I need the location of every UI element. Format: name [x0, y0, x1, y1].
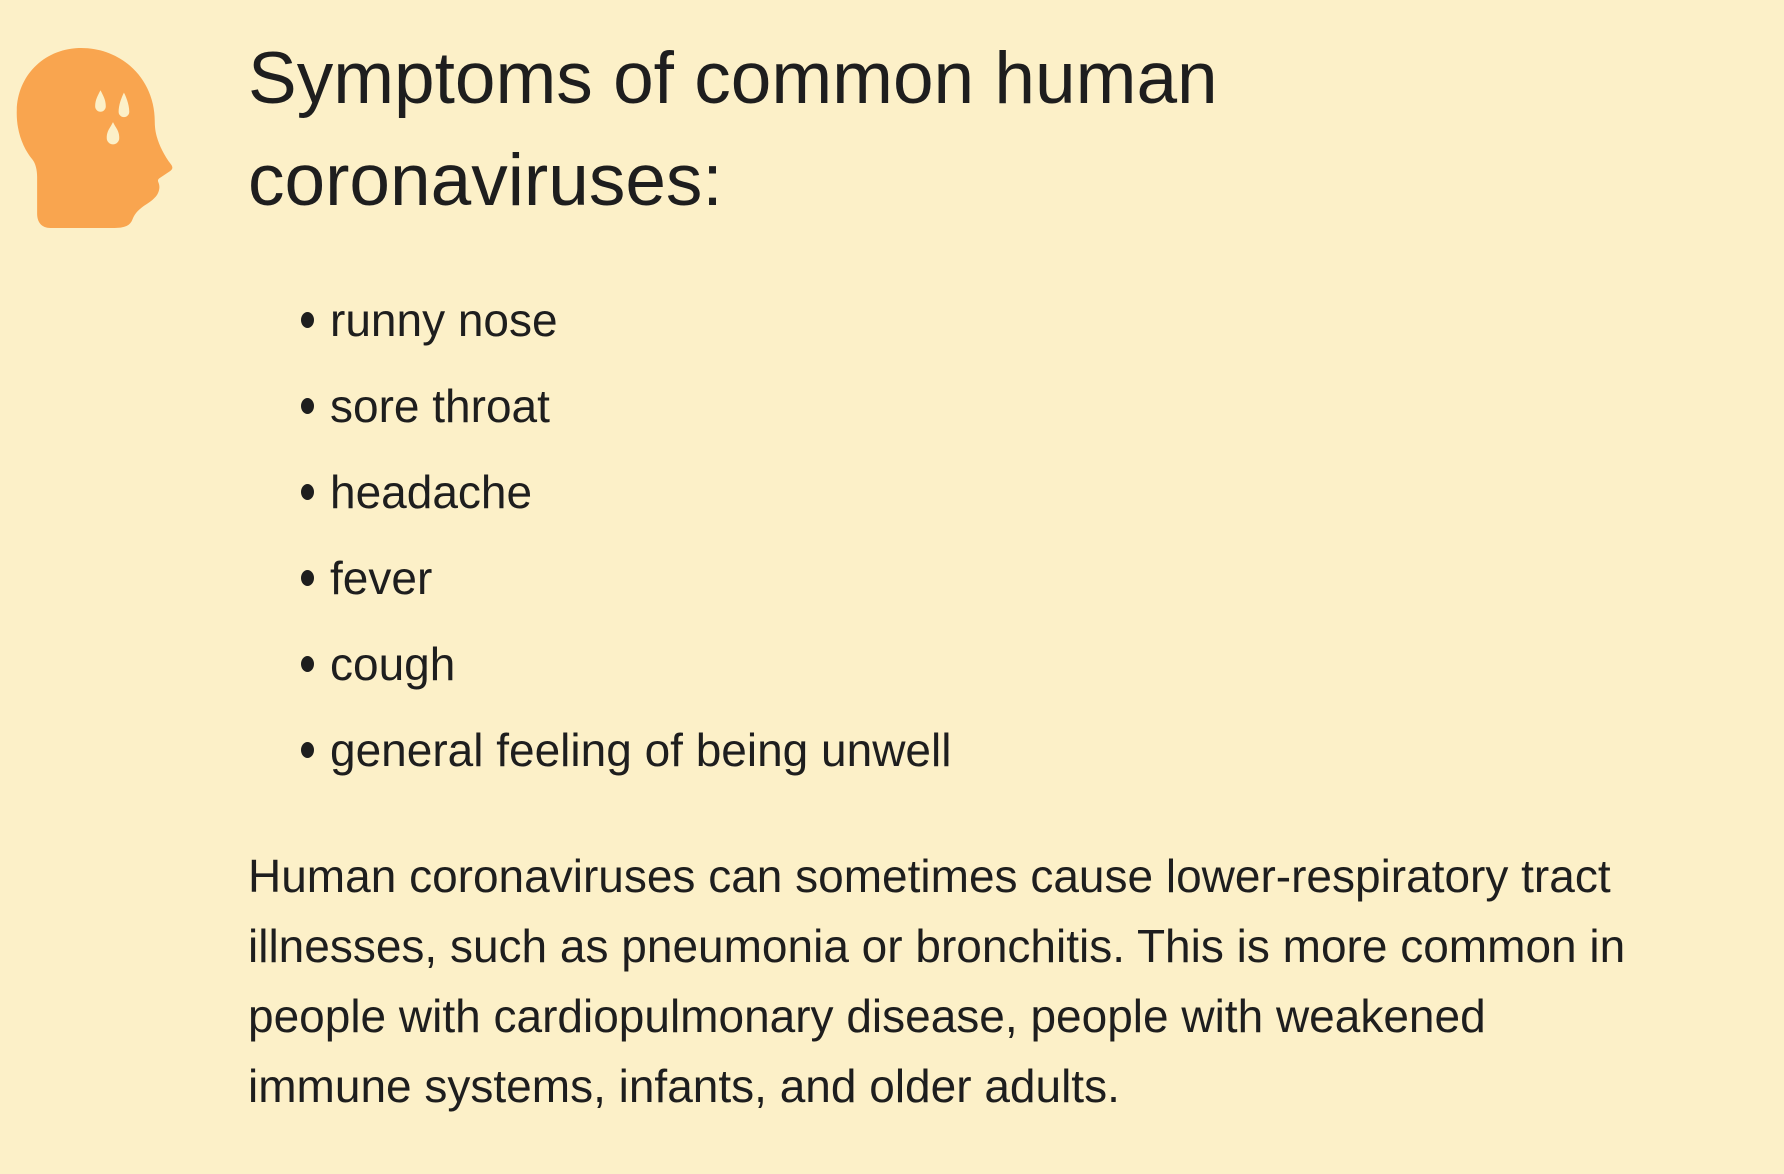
paragraph-line: people with cardiopulmonary disease, people with weakened — [248, 990, 1486, 1042]
paragraph-line: illnesses, such as pneumonia or bronchitis. This is more common in — [248, 920, 1626, 972]
paragraph-line: immune systems, infants, and older adults. — [248, 1060, 1120, 1112]
head-silhouette — [17, 48, 173, 228]
list-item: fever — [330, 550, 1784, 607]
paragraph-line: Human coronaviruses can sometimes cause lower-respiratory tract — [248, 850, 1611, 902]
body-paragraph — [248, 841, 1784, 1121]
content-column — [248, 0, 1784, 1121]
list-item: runny nose — [330, 292, 1784, 349]
page-title: Symptoms of common human coronaviruses: — [248, 38, 1218, 221]
list-item: cough — [330, 636, 1784, 693]
list-item: general feeling of being unwell — [330, 722, 1784, 779]
sweating-head-icon — [16, 48, 174, 228]
list-item: sore throat — [330, 378, 1784, 435]
list-item: headache — [330, 464, 1784, 521]
symptoms-list — [248, 292, 1784, 779]
